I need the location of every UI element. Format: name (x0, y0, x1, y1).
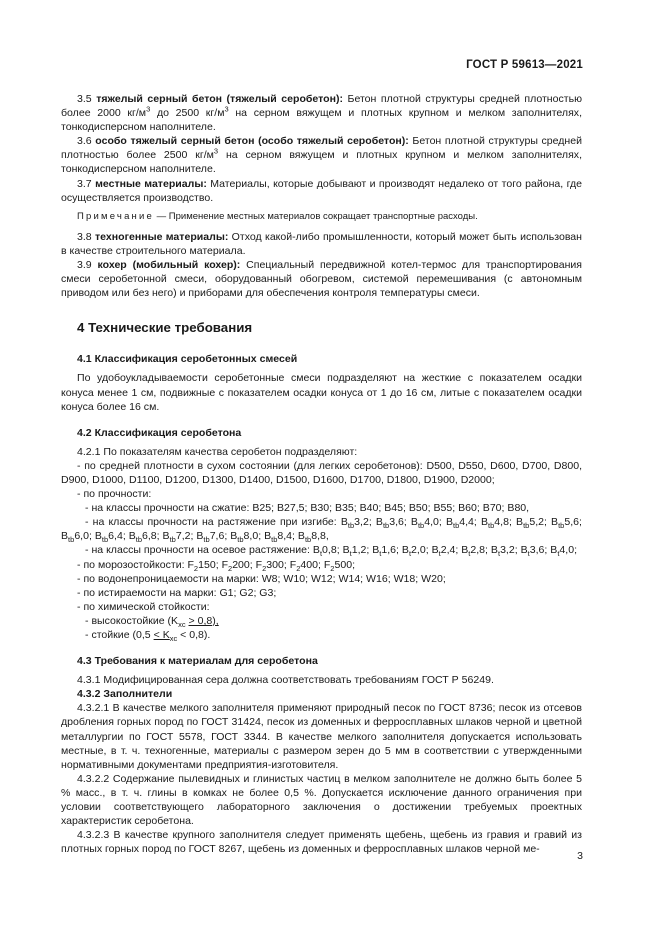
class-item: $B_t3,2$; (490, 544, 521, 559)
paragraph-4-3-2-2: 4.3.2.2 Содержание пылевидных и глинистых частиц в мелком заполнителе не должно быть более 5 % масс., в т. ч. глины в комках не более 0,5 %. Допускается исключение данного ограничения при условии соответствующего лабораторного заключения о достижении требуемых проектных характеристик серобетона. (61, 772, 582, 828)
term: местные материалы: (95, 177, 207, 190)
class-item: $B_t2,0$; (401, 544, 432, 559)
frost-item: $F_2200$; (221, 558, 256, 573)
frost-classes (61, 558, 582, 572)
paragraph-4-3-2-3: 4.3.2.3 В качестве крупного заполнителя следует применять щебень, щебень из гравия и гравий из плотных горных пород по ГОСТ 8267, щебень из доменных и ферросплавных шлаков черной ме- (61, 829, 582, 856)
density-classes: - по средней плотности в сухом состоянии (для легких серобетонов): D500, D550, D600, D700, D800, D900, D1000, D1100, D1200, D1300, D1400, D1500, D1600, D1700, D1800, D1900, D2000; (61, 459, 582, 486)
class-item: $B_{tb}6,0$; (61, 530, 95, 545)
class-item: $B_{tb}3,6$; (375, 516, 411, 531)
paragraph-4-2-1: 4.2.1 По показателям качества серобетон подразделяют: (77, 445, 358, 458)
frost-item: $F_2150$; (187, 558, 222, 573)
class-item: $B_t3,6$; (520, 544, 551, 559)
class-item: $B_t0,8$; (312, 544, 343, 559)
class-item: $B_t1,2$; (342, 544, 373, 559)
definition-3-6: 3.6 особо тяжелый серный бетон (особо тяжелый серобетон): Бетон плотной структуры средней плотностью более 2500 $кг/м^3$ на серном вяжущем и плотных крупном и мелком заполнителях, тонкодисперсном наполнителе. (61, 135, 583, 176)
term: особо тяжелый серный бетон (особо тяжелый серобетон): (95, 135, 409, 148)
chemical-mid: - стойкие $(0,5 < K_{xc} < 0,8)$. (85, 629, 211, 644)
class-item: $B_{tb}6,4$; (94, 530, 129, 545)
frost-item: $F_2300$; (255, 558, 290, 573)
term: тяжелый серный бетон (тяжелый серобетон): (96, 93, 344, 105)
paragraph-4-1: По удобоукладываемости серобетонные смеси подразделяют на жесткие с показателем осадки конуса менее 1 см, подвижные с показателем осадки конуса от 1 до 16 см, литые с показателем осадки конуса более 16 см. (61, 372, 582, 413)
class-item: $B_{tb}4,0$; (410, 516, 446, 531)
class-item: $B_{tb}4,4$; (445, 516, 481, 531)
class-item: $B_t4,0$; (550, 544, 577, 559)
axial-classes: - на классы прочности на осевое растяжение: $B_t0,8$; $B_t1,2$; $B_t1,6$; $B_t2,0$; $B_t2,4$; $B_t2,8$; $B_t3,2$; $B_t3,6$; $B_t4,0$; (85, 544, 577, 559)
definition-3-9: 3.9 кохер (мобильный кохер): Специальный передвижной котел-термос для транспортирования смеси серобетонной смеси, оборудованный обогревом, системой перемешивания (с автономным приводом или без него) и приборами для обеспечения контроля температуры смеси. (61, 259, 583, 300)
class-item: $B_{tb}8,0$; (230, 530, 265, 545)
standard-header: ГОСТ Р 59613—2021 (466, 59, 583, 71)
water-classes: - по водонепроницаемости на марки: W8; W10; W12; W14; W16; W18; W20; (77, 572, 446, 585)
strength-label: - по прочности: (77, 488, 152, 501)
class-item: $B_{tb}7,6$; (196, 530, 231, 545)
class-item: $B_{tb}8,4$; (264, 530, 298, 545)
subsection-4-3-title: 4.3 Требования к материалам для серобетона (77, 655, 318, 668)
class-item: $B_t2,4$; (431, 544, 462, 559)
class-item: $B_{tb}7,2$; (162, 530, 197, 545)
compression-classes: - на классы прочности на сжатие: B25; B27,5; B30; B35; B40; B45; B50; B55; B60; B70; B80, (85, 502, 530, 515)
term: кохер (мобильный кохер): (97, 259, 241, 272)
subsection-4-3-2-title: 4.3.2 Заполнители (77, 688, 173, 701)
definition-3-8: 3.8 техногенные материалы: Отход какой-либо промышленности, который может быть использован в качестве строительного материала. (61, 230, 582, 257)
abrasion-classes: - по истираемости на марки: G1; G2; G3; (77, 586, 277, 599)
chemical-resistance-label: - по химической стойкости: (77, 600, 210, 613)
class-item: $B_t2,8$; (461, 544, 491, 559)
frost-item: $F_2400$; (289, 558, 324, 573)
subsection-4-1-title: 4.1 Классификация серобетонных смесей (77, 353, 298, 366)
class-item: $B_{tb}5,6$; (551, 516, 582, 531)
class-item: $B_{tb}5,2$; (516, 516, 552, 531)
paragraph-4-3-2-1: 4.3.2.1 В качестве мелкого заполнителя применяют природный песок по ГОСТ 8736; песок из отсевов дробления горных пород по ГОСТ 31424, песок из доменных и ферросплавных шлаков черной и цветной металлургии по ГОСТ 5578, ГОСТ 3344. В качестве мелкого заполнителя допускается использовать местные, в т. ч. техногенные, материалы с размером зерен до 5 мм в соответствии с утвержденными нормативными документами предприятия-изготовителя. (61, 702, 582, 771)
class-item: $B_{tb}6,8$; (128, 530, 163, 545)
class-item: $B_{tb}8,8$, (297, 530, 329, 545)
paragraph-4-3-1: 4.3.1 Модифицированная сера должна соответствовать требованиям ГОСТ Р 56249. (77, 674, 494, 687)
note-label: Примечание (77, 210, 154, 222)
page-content (61, 92, 582, 856)
section-title: 4 Технические требования (77, 320, 253, 336)
class-item: $B_t1,6$; (372, 544, 402, 559)
term: техногенные материалы: (95, 230, 229, 243)
subsection-4-2-title: 4.2 Классификация серобетона (77, 426, 242, 439)
chemical-high: - высокостойкие $(K_{xc} > 0,8)$, (85, 614, 219, 630)
frost-class-list: - по морозостойкости: $F_2150$; $F_2200$; $F_2300$; $F_2400$; $F_2500$; (77, 558, 355, 573)
definition-3-7: 3.7 местные материалы: Материалы, которые добывают и производят недалеко от того района, где осуществляется производство. (61, 177, 583, 204)
class-item: $B_{tb}3,2$; (340, 516, 376, 531)
bending-classes: - на классы прочности на растяжение при изгибе: $B_{tb}3,2$; $B_{tb}3,6$; $B_{tb}4,0$; $B_{tb}4,4$; $B_{tb}4,8$; $B_{tb}5,2$; $B_{tb}5,6$; $B_{tb}6,0$; $B_{tb}6,4$; $B_{tb}6,8$; $B_{tb}7,2$; $B_{tb}7,6$; $B_{tb}8,0$; $B_{tb}8,4$; $B_{tb}8,8$, (61, 516, 582, 545)
page-number: 3 (577, 850, 583, 862)
frost-item: $F_2500$; (323, 558, 355, 573)
note: Примечание — Применение местных материалов сокращает транспортные расходы. (77, 210, 478, 222)
class-item: $B_{tb}4,8$; (480, 516, 517, 531)
definition-3-5: 3.5 тяжелый серный бетон (тяжелый серобетон): Бетон плотной структуры средней плотностью более 2000 $кг/м^3$ до 2500 $кг/м^3$ на серном вяжущем и плотных крупном и мелком заполнителях, тонкодисперсном наполнителе. (61, 93, 583, 134)
